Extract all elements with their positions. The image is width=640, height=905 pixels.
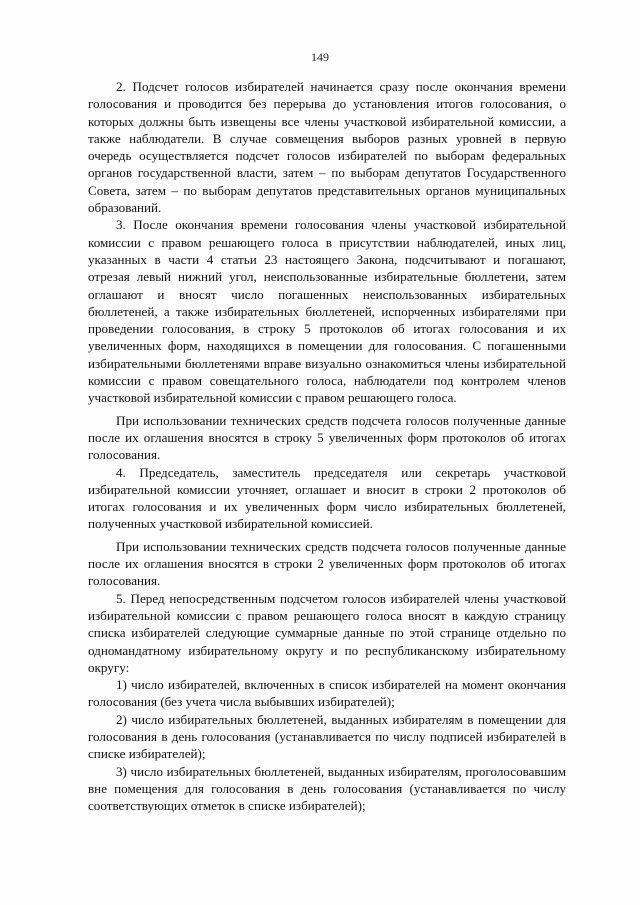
paragraph-2: 2. Подсчет голосов избирателей начинается сразу после окончания времени голосования и проводится без перерыва до установления итогов голосования, о которых должны быть извещены все члены участковой избирательной комиссии, а также наблюдатели. В случае совмещения выборов разных уровней в первую очередь осуществляется подсчет голосов избирателей по выборам федеральных органов государственной власти, затем – по выборам депутатов Государственного Совета, затем – по выборам депутатов представительных органов муниципальных образований. xyxy=(88,79,566,216)
list-item-2: 2) число избирательных бюллетеней, выданных избирателям в помещении для голосования в день голосования (устанавливается по числу подписей избирателей в списке избирателей); xyxy=(88,711,566,762)
paragraph-4-note: При использовании технических средств подсчета голосов полученные данные после их оглашения вносятся в строки 2 увеличенных форм протоколов об итогах голосования. xyxy=(88,538,566,589)
paragraph-3: 3. После окончания времени голосования члены участковой избирательной комиссии с правом решающего голоса в присутствии наблюдателей, иных лиц, указанных в части 4 статьи 23 настоящего Закона, подсчитывают и погашают, отрезая левый нижний угол, неиспользованные избирательные бюллетени, затем оглашают и вносят число погашенных неиспользованных избирательных бюллетеней, а также избирательных бюллетеней, испорченных избирателями при проведении голосования, в строку 5 протоколов об итогах голосования и их увеличенных форм, находящихся в помещении для голосования. С погашенными избирательными бюллетенями вправе визуально ознакомиться члены избирательной комиссии с правом совещательного голоса, наблюдатели под контролем членов участковой избирательной комиссии с правом решающего голоса. xyxy=(88,217,566,406)
paragraph-3-note: При использовании технических средств подсчета голосов полученные данные после их оглашения вносятся в строку 5 увеличенных форм протоколов об итогах голосования. xyxy=(88,412,566,463)
list-item-3: 3) число избирательных бюллетеней, выданных избирателям, проголосовавшим вне помещения для голосования в день голосования (устанавливается по числу соответствующих отметок в списке избирателей); xyxy=(88,763,566,814)
document-body xyxy=(88,78,566,814)
page-number: 149 xyxy=(311,50,329,64)
paragraph-5: 5. Перед непосредственным подсчетом голосов избирателей члены участковой избирательной комиссии с правом решающего голоса вносят в каждую страницу списка избирателей следующие суммарные данные по этой странице отдельно по одномандатному избирательному округу и по республиканскому избирательному округу: xyxy=(88,590,566,675)
list-item-1: 1) число избирателей, включенных в список избирателей на момент окончания голосования (без учета числа выбывших избирателей); xyxy=(88,677,566,710)
paragraph-4: 4. Председатель, заместитель председателя или секретарь участковой избирательной комиссии уточняет, оглашает и вносит в строки 2 протоколов об итогах голосования и их увеличенных форм число избирательных бюллетеней, полученных участковой избирательной комиссией. xyxy=(88,464,566,532)
